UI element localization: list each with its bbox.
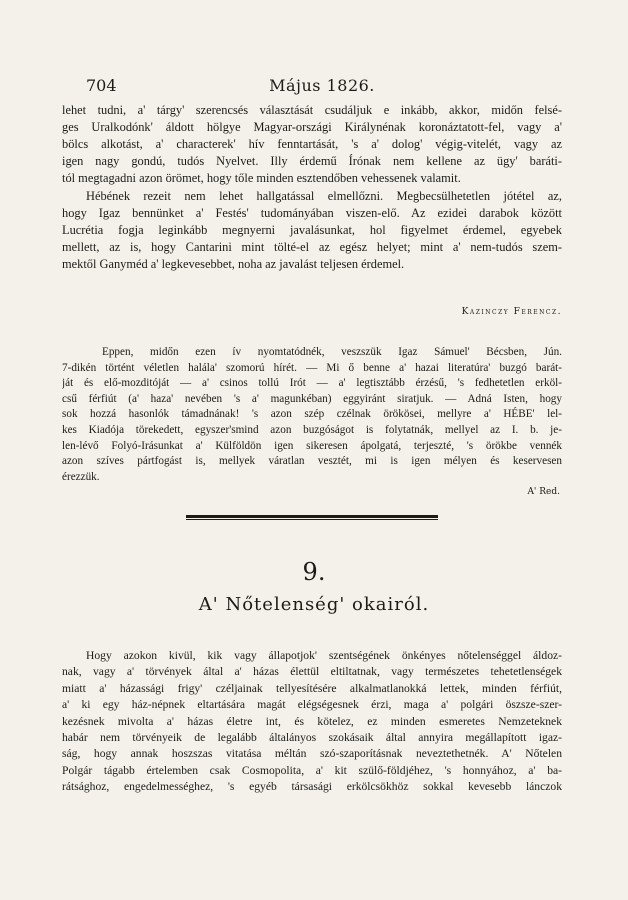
text-line: bölcs alkotást, a' characterek' hív fenntartását, 's a' dolog' végig-vitelét, vagy az bbox=[62, 137, 562, 152]
text-line: csű férfiút (a' haza' nevében 's a' magunkéban) eggyiránt siratjuk. — Adná Isten, hogy bbox=[62, 392, 562, 405]
text-line: Eppen, midőn ezen ív nyomtatódnék, veszszük Igaz Sámuel' Bécsben, Jún. bbox=[102, 346, 562, 358]
text-line: mektől Ganyméd a' legkevesebbet, noha az javalást teljesen érdemel. bbox=[62, 257, 405, 272]
text-line: azon szíves pártfogást is, mellyek váratlan vesztét, mi is igen mélyen és keservesen bbox=[62, 455, 562, 468]
text-line: habár nem törvényeik de legalább általányos szokásaik által annyira megállapított igaz- bbox=[62, 730, 562, 744]
text-line: hogy Igaz bennünket a' Festés' tudományában viszen-elő. Az ezidei darabok között bbox=[62, 206, 562, 221]
text-line: Lucrétia fogja leginkább megnyerni javalásunkat, hol figyelmet érdemel, egyebek bbox=[62, 223, 562, 238]
text-line: len-lévő Folyó-Irásunkat a' Külföldön igen sikeresen ápolgatá, terjeszté, 's örökbe vennék bbox=[62, 439, 562, 452]
text-line: ját és elő-mozditóját — a' csinos tollú Irót — a' legtisztább érzésű, 's fedhetetlen erköl- bbox=[62, 377, 562, 390]
editorial-note bbox=[62, 345, 562, 485]
text-line: kezésnek mivolta a' házas életre int, és kötelez, ez minden esmeretes Nemzeteknek bbox=[62, 714, 562, 728]
paragraph-2 bbox=[62, 188, 562, 273]
paragraph-1 bbox=[62, 102, 562, 187]
text-line: Hogy azokon kivül, kik vagy állapotjok' szentségének önkényes nőtelenséggel áldoz- bbox=[86, 649, 562, 662]
paragraph-3 bbox=[62, 648, 562, 796]
page-number: 704 bbox=[86, 76, 117, 95]
section-divider bbox=[186, 515, 438, 518]
text-line: mellett, az is, hogy Cantarini mint tölté-el az egész helyet; mint a' nem-tudós szem- bbox=[62, 240, 562, 255]
section-number: 9. bbox=[302, 558, 326, 586]
text-line: nak, vagy a' törvények által a' házas élettül eltiltatnak, vagy természetes tehetetlenségek bbox=[62, 665, 562, 679]
author-signature: Kazinczy Ferencz. bbox=[461, 307, 562, 317]
editor-signature: A' Red. bbox=[527, 487, 560, 497]
text-line: ges Uralkodónk' áldott hölgye Magyar-országi Királynénak koronáztatott-fel, vagy a' bbox=[62, 120, 562, 135]
text-line: Polgár tágabb értelemben csak Cosmopolita, a' kit szülő-földjéhez, 's honnyához, a' ba- bbox=[62, 763, 562, 777]
text-line: ság, hogy annak hoszszas vitatása méltán szó-szaporításnak neveztethetnék. A' Nőtelen bbox=[62, 747, 562, 761]
text-line: 7-dikén történt véletlen halála' szomorú hírét. — Mi ő benne a' hazai literatúra' buzgó barát- bbox=[62, 361, 562, 374]
text-line: kes Kiadója törekedett, egyszer'smind azon buzgóságot is folytatnák, mellyel az I. b. je- bbox=[62, 423, 562, 436]
section-divider-thin bbox=[186, 519, 438, 520]
section-title: A' Nőtelenség' okairól. bbox=[198, 594, 430, 615]
text-line: lehet tudni, a' tárgy' szerencsés választását csudáljuk e inkább, akkor, midőn felsé- bbox=[62, 103, 562, 117]
text-line: igen nagy gondú, tudós Nyelvet. Illy érdemű Írónak nem kellene az ügy' baráti- bbox=[62, 154, 562, 169]
page-header bbox=[86, 76, 558, 98]
text-line: Hébének rezeit nem lehet hallgatással elmellőzni. Megbecsülhetetlen jótétel az, bbox=[86, 189, 562, 203]
text-line: miatt a' házassági frigy' czéljainak tellyesítésére alkalmatlanokká lettek, minden férfiút, bbox=[62, 681, 562, 695]
text-line: tól megtagadni azon örömet, hogy tőle minden esztendőben vehessenek valamit. bbox=[62, 171, 461, 186]
text-line: sok hozzá hasonlók támadnának! 's azon szép czélnak örökösei, mellyre a' HÉBE' lel- bbox=[62, 408, 562, 421]
text-line: a' ki egy ház-népnek eltartására magát elégségesnek érzi, maga a' polgári öszsze-szer- bbox=[62, 698, 562, 712]
running-head: Május 1826. bbox=[269, 76, 375, 95]
text-line: rátsághoz, engedelmességhez, 's egyéb társasági erkölcsökhöz sokkal kevesebb lánczok bbox=[62, 780, 562, 794]
text-line: érezzük. bbox=[62, 470, 100, 483]
